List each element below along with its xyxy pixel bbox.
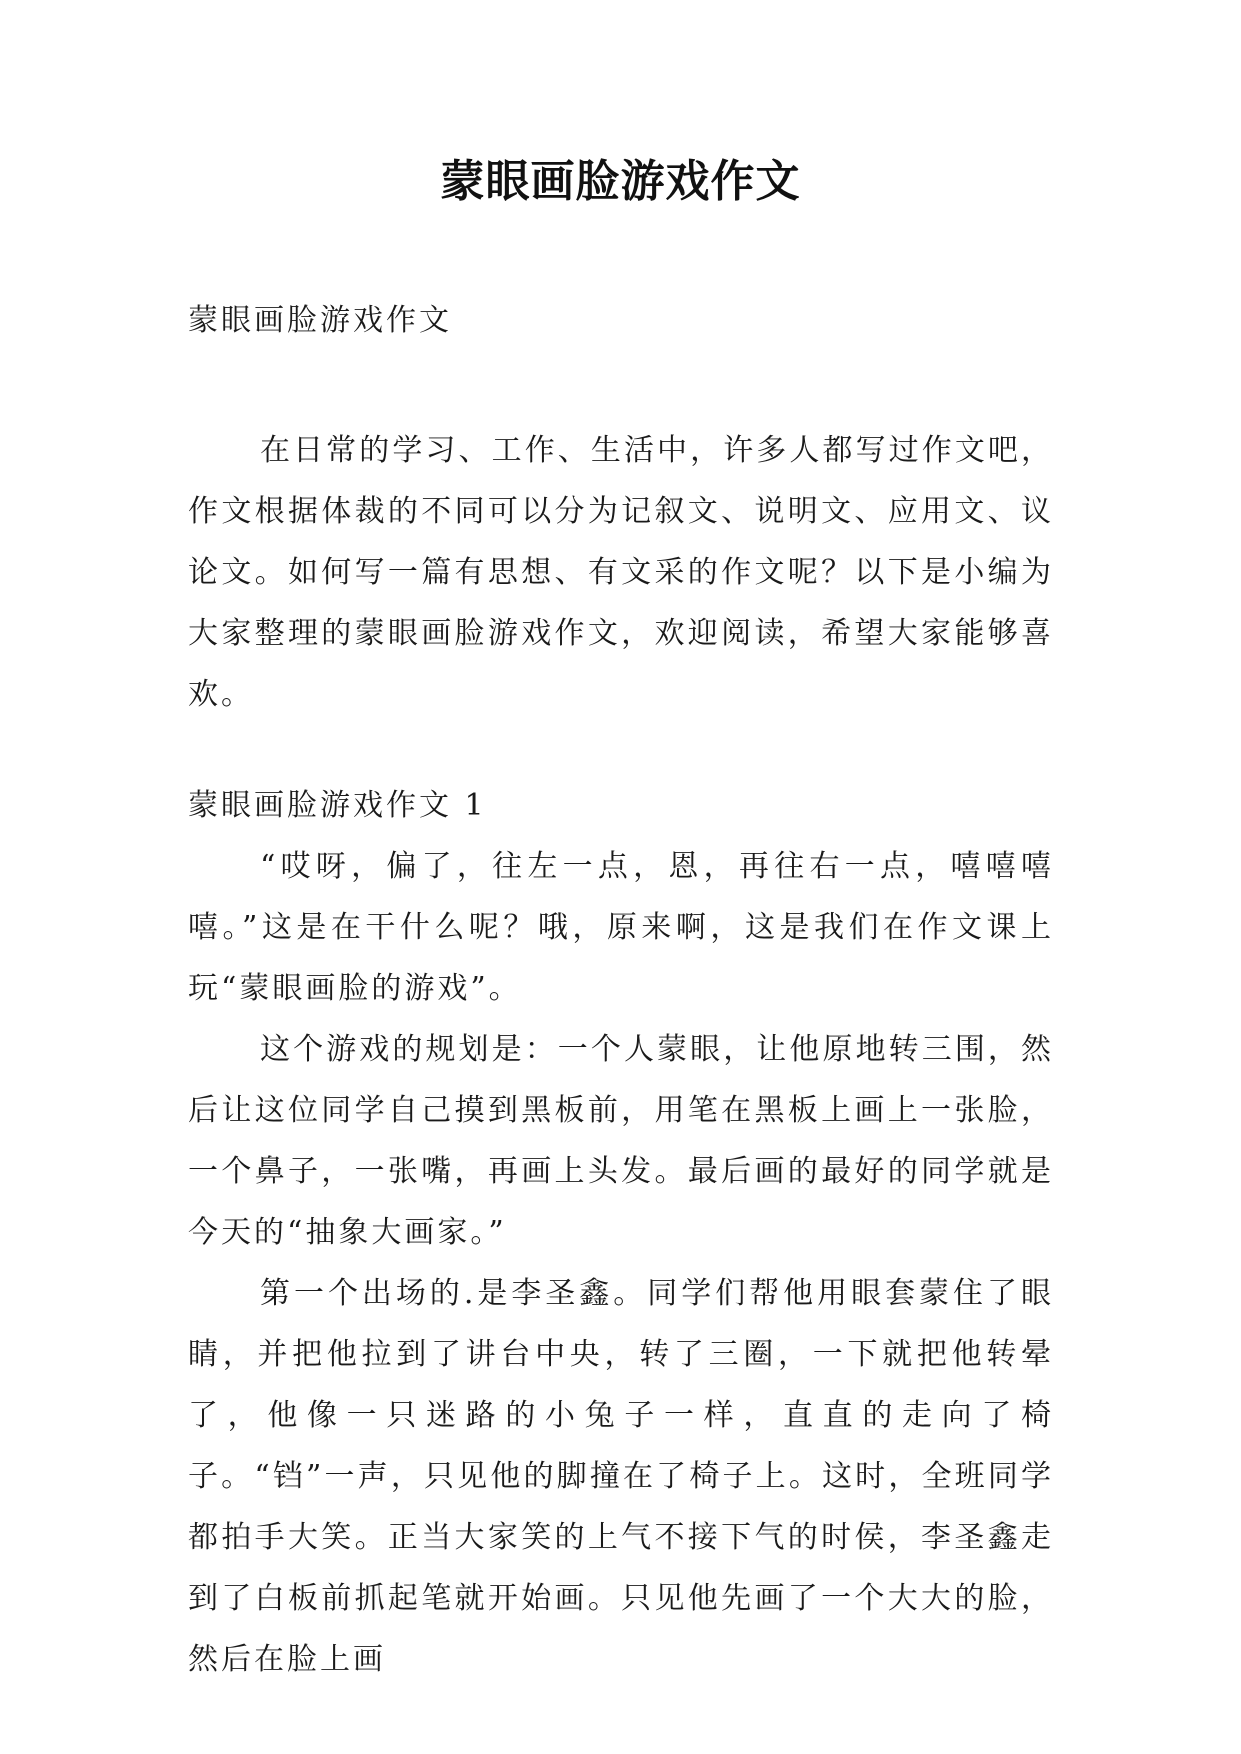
section-heading: 蒙眼画脸游戏作文 1	[188, 788, 487, 823]
body-paragraph-2: 这个游戏的规划是：一个人蒙眼，让他原地转三围，然后让这位同学自己摸到黑板前，用笔在黑板上画上一张脸，一个鼻子，一张嘴，再画上头发。最后画的最好的同学就是今天的“抽象大画家。”	[188, 1032, 1054, 1250]
body-paragraph-3: 第一个出场的.是李圣鑫。同学们帮他用眼套蒙住了眼睛，并把他拉到了讲台中央，转了三圈，一下就把他转晕了，他像一只迷路的小兔子一样，直直的走向了椅子。“铛”一声，只见他的脚撞在了椅子上。这时，全班同学都拍手大笑。正当大家笑的上气不接下气的时侯，李圣鑫走到了白板前抓起笔就开始画。只见他先画了一个大大的脸，然后在脸上画	[188, 1276, 1054, 1677]
spacer	[188, 725, 1054, 775]
document-title: 蒙眼画脸游戏作文	[440, 156, 801, 207]
spacer	[188, 351, 1054, 420]
body-paragraph-1: “哎呀，偏了，往左一点，恩，再往右一点，嘻嘻嘻嘻。”这是在干什么呢？哦，原来啊，这是我们在作文课上玩“蒙眼画脸的游戏”。	[188, 849, 1054, 1006]
document-subtitle: 蒙眼画脸游戏作文	[188, 303, 452, 338]
intro-paragraph: 在日常的学习、工作、生活中，许多人都写过作文吧，作文根据体裁的不同可以分为记叙文、说明文、应用文、议论文。如何写一篇有思想、有文采的作文呢？以下是小编为大家整理的蒙眼画脸游戏作文，欢迎阅读，希望大家能够喜欢。	[188, 433, 1054, 712]
document-body	[188, 290, 1054, 1690]
